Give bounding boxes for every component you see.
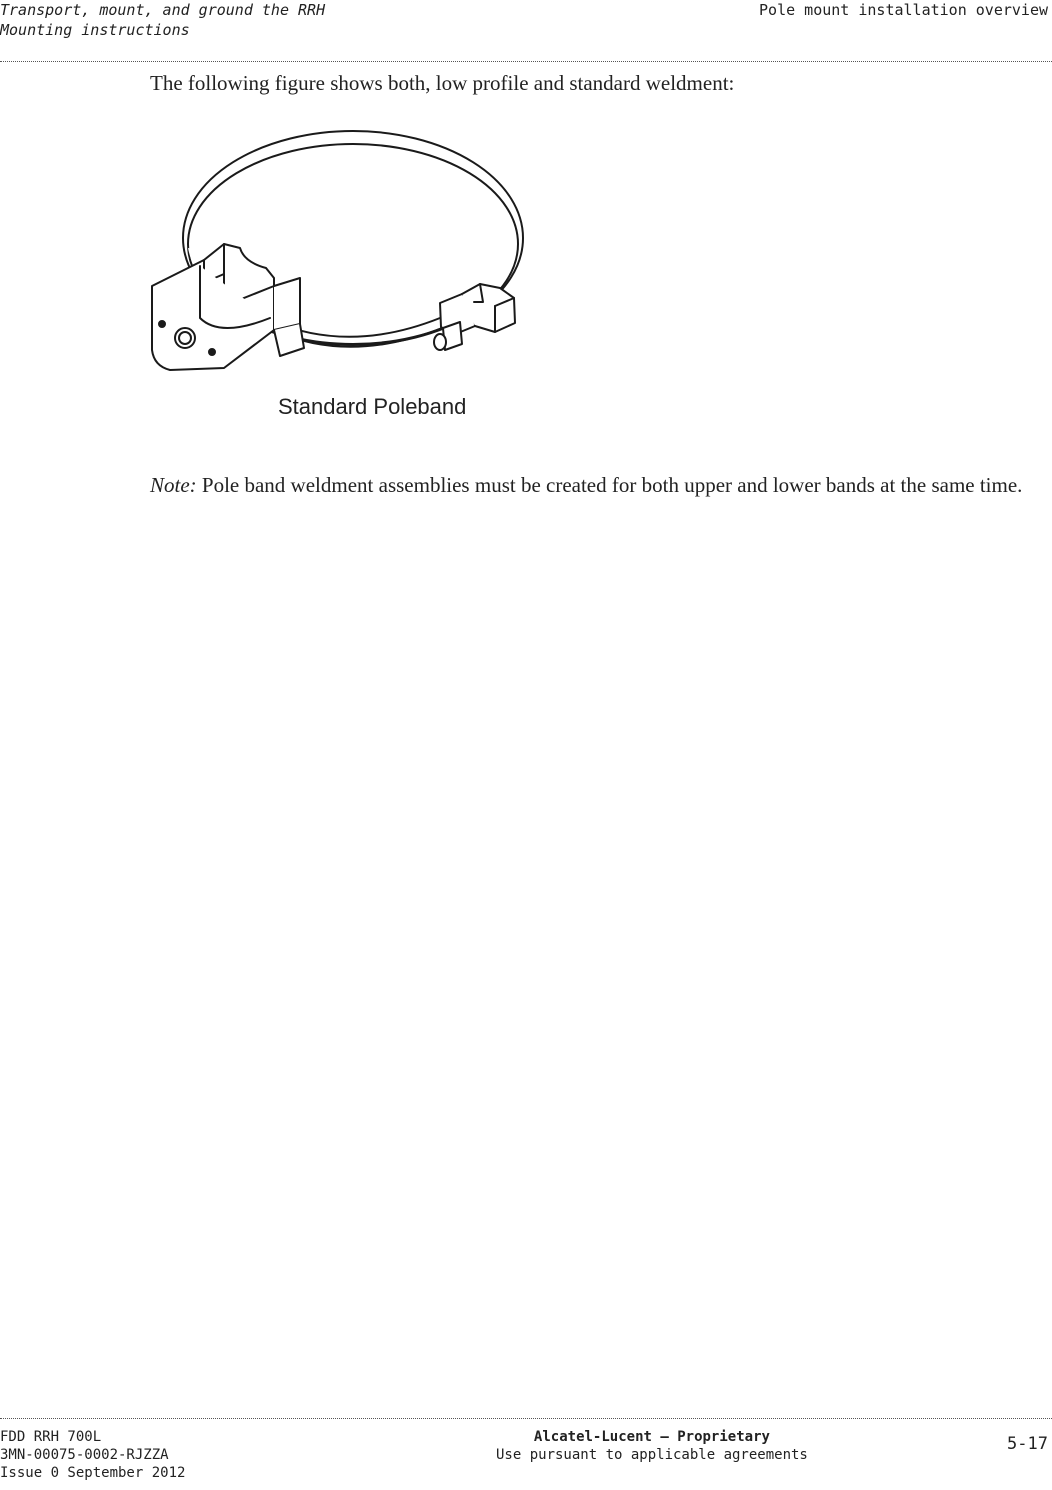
- footer-doc-number: 3MN-00075-0002-RJZZA: [0, 1447, 169, 1463]
- bracket-hole-left: [159, 321, 165, 327]
- figure-caption: Standard Poleband: [278, 394, 467, 419]
- header-topic: Pole mount installation overview: [759, 1, 1048, 19]
- footer-product: FDD RRH 700L: [0, 1429, 102, 1445]
- header-chapter: Transport, mount, and ground the RRH: [0, 1, 326, 19]
- poleband-illustration: [140, 118, 540, 438]
- footer-divider: [0, 1418, 1052, 1419]
- header-section: Mounting instructions: [0, 21, 190, 39]
- note-label: Note:: [150, 473, 197, 497]
- footer-proprietary-note: Use pursuant to applicable agreements: [496, 1447, 808, 1463]
- footer-doc-info: [0, 1428, 185, 1482]
- poleband-figure: [140, 118, 540, 438]
- footer-proprietary-title: Alcatel-Lucent – Proprietary: [533, 1429, 770, 1445]
- header-divider: [0, 61, 1052, 62]
- weldment-bracket: [152, 244, 304, 370]
- note-text: Pole band weldment assemblies must be created for both upper and lower bands at the same time.: [196, 473, 1023, 497]
- footer-issue: Issue 0 September 2012: [0, 1465, 186, 1481]
- clamp-bolt: [434, 322, 462, 350]
- footer-proprietary: [496, 1428, 808, 1464]
- page-footer: [0, 1418, 1052, 1490]
- intro-paragraph: The following figure shows both, low profile and standard weldment:: [150, 71, 735, 95]
- bracket-hole-right: [209, 349, 215, 355]
- note-paragraph: [150, 470, 1045, 501]
- page-header: [0, 0, 1052, 62]
- header-breadcrumb: [0, 0, 325, 40]
- page-number: 5-17: [1007, 1434, 1048, 1454]
